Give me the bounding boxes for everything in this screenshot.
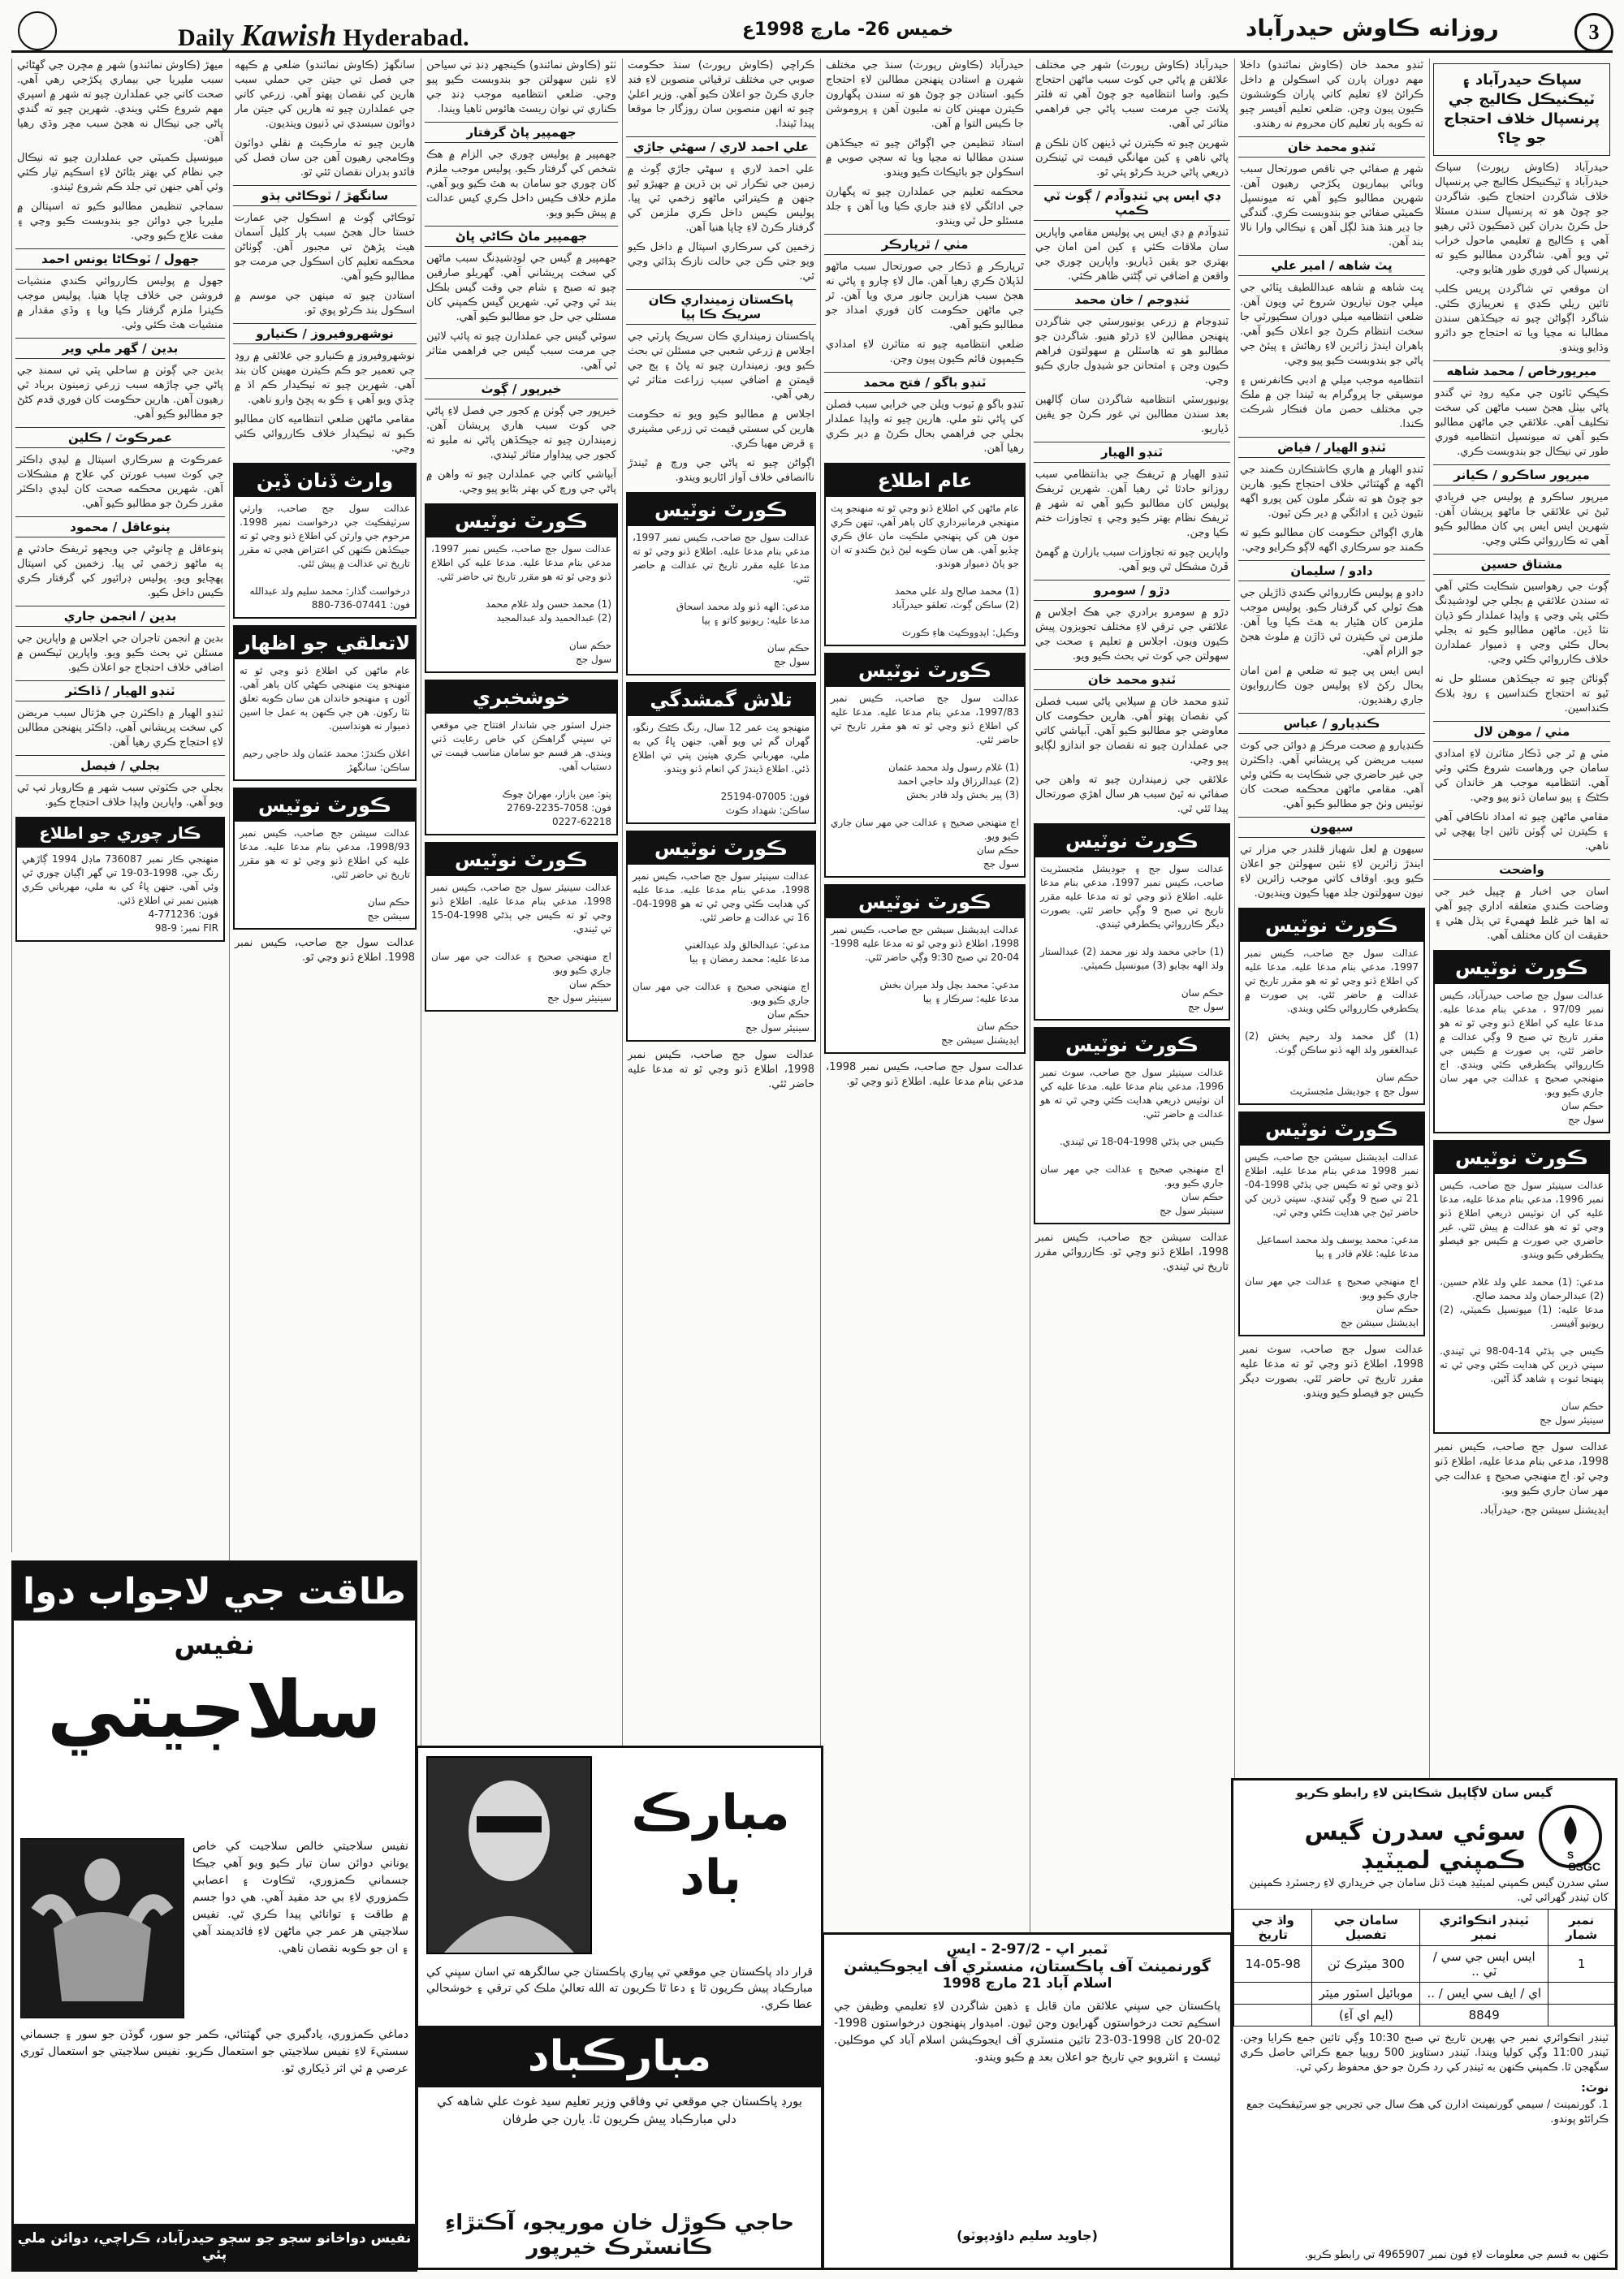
col5-court-notice-1: ڪورٽ نوٽيس عدالت سول جج صاحب، ڪيس نمبر 1997، مدعي بنام مدعا عليه. اطلاع ڏنو وڃي ٿو ته مدعا عليه مقرر تاريخ تي عدالت ۾ حاضر ٿئي. مدعي: الهه ڏنو ولد محمد اسحاق مدعا عليه: ريونيو کاتو ۽ ٻيا حڪم سان سول جج	[626, 492, 816, 675]
col3-court-notice-1: ڪورٽ نوٽيس عدالت سول جج ۽ جوڊيشل مئجسٽريٽ صاحب، ڪيس نمبر 1997، مدعي بنام مدعا عليه. اطلاع ڏنو وڃي ٿو ته مدعا عليه مقرر تاريخ تي صبح 9 وڳي حاضر ٿئي. بصورت ديگر ڪارروائي يڪطرفي ٿيندي. (1) حاجي محمد ولد نور محمد (2) عبدالستار ولد الهه بچايو (3) ميونسپل ڪميٽي. حڪم سان سول جج	[1034, 823, 1230, 1021]
col2-court-notice-2: ڪورٽ نوٽيس عدالت ايڊيشنل سيشن جج صاحب، ڪيس نمبر 1998 مدعي بنام مدعا عليه. اطلاع ڏنو وڃي ٿو ته ڪيس جي ٻڌڻي 1998-04-21 تي صبح 9 وڳي ٿيندي. سڀني ڌرين کي حاضر ٿيڻ جي هدايت ڪئي وڃي ٿي. مدعي: محمد يوسف ولد محمد اسماعيل مدعا عليه: غلام قادر ۽ ٻيا اڄ منهنجي صحيح ۽ عدالت جي مهر سان جاري ڪيو ويو. حڪم سان ايڊيشنل سيشن جج	[1238, 1111, 1425, 1336]
col2-heading-1: ٽنڊو محمد خان	[1238, 136, 1425, 158]
col1-heading-4: مٺي / موهن لال	[1433, 721, 1610, 742]
ministry-notice: ٽمبر اپ - 97/2-2 - ايس گورنمينٽ آف پاڪستان، منسٽري آف ايجوڪيشن اسلام آباد 21 مارچ 1998 پاڪستان جي سڀني علائقن مان قابل ۽ ذهين شاگردن لاءِ تعليمي وظيفن جي اسڪيم تحت درخواستون گهرايون وڃن ٿيون. اميدوار پنهنجون درخواستون 1998-02-20 کان 1998-03-23 تائين منسٽري آف ايجوڪيشن اسلام آباد کي موڪلين. ٽيسٽ ۽ انٽرويو جي تاريخ جو اعلان بعد ۾ ڪيو ويندو. (جاويد سليم داؤدپوٽو)	[822, 1932, 1233, 2270]
col3-court-notice-2: ڪورٽ نوٽيس عدالت سينيئر سول جج صاحب، سوٽ نمبر 1996، مدعي بنام مدعا عليه. مدعا عليه کي ان نوٽيس ذريعي هدايت ڪئي وڃي ٿي ته هو عدالت ۾ حاضر ٿئي. ڪيس جي ٻڌڻي 1998-04-18 تي ٿيندي. اڄ منهنجي صحيح ۽ عدالت جي مهر سان جاري ڪيو ويو. حڪم سان سينيئر سول جج	[1034, 1027, 1230, 1224]
notice-issuer: گورنمينٽ آف پاڪستان، منسٽري آف ايجوڪيشن	[844, 1957, 1211, 1975]
column-8: ميهڙ (ڪاوش نمائندو) شهر ۾ مڇرن جي گهڻائي سبب مليريا جي بيماري پکڙجي رهي آهي. صحت کاتي جي عملدارن چيو ته شهر ۾ اسپري مهم شروع ڪئي ويندي. شهرين چيو ته گندي پاڻي جي نيڪال نه هجڻ سبب مڇر وڌي رهيا آهن. ميونسپل ڪميٽي جي عملدارن چيو ته نيڪال جي نظام کي بهتر بڻائڻ لاءِ اسڪيم تيار ڪئي وئي آهي جنهن تي جلد ڪم شروع ٿيندو. سماجي تنظيمن مطالبو ڪيو ته اسپتالن ۾ مليريا جي دوائن جو بندوبست ڪيو وڃي ۽ مفت علاج ڪيو وڃي. جهول / ٽوڪاڻا يونس احمد جهول ۾ پوليس ڪارروائي ڪندي منشيات فروشن جي خلاف ڇاپا هنيا. پوليس موجب ڪيترا ملزم گرفتار ڪيا ويا ۽ وڏي مقدار ۾ منشيات هٿ ڪئي وئي. بدين / گهر ملي وير بدين جي ڳوٺن ۾ ساحلي پٽي تي سمنڊ جي پاڻي جي چاڙهه سبب زرعي زمينون برباد ٿي رهيون آهن. هارين حڪومت کان فوري قدم کڻڻ جو مطالبو ڪيو آهي. عمرڪوٽ / ڪلين عمرڪوٽ ۾ سرڪاري اسپتال ۾ ليڊي ڊاڪٽر جي کوٽ سبب عورتن کي علاج ۾ مشڪلات آهن. شهرين محڪمه صحت کان ليڊي ڊاڪٽر مقرر ڪرڻ جو مطالبو ڪيو آهي. پنوعاقل / محمود پنوعاقل ۾ ڇانوڻي جي ويجهو ٽريفڪ حادثي ۾ ٻه ماڻهو زخمي ٿي پيا. زخمين کي اسپتال پهچايو ويو. پوليس ڊرائيور کي گرفتار ڪري ڪيس داخل ڪيو. بدين / انجمن جاري بدين ۾ انجمن تاجران جي اجلاس ۾ واپارين جي مسئلن تي بحث ڪيو ويو. واپارين ٽيڪسن ۾ اضافي خلاف احتجاج جو اعلان ڪيو. ٽنڊو الهيار / ڏاڪٽر ٽنڊو الهيار ۾ ڊاڪٽرن جي هڙتال سبب مريضن کي سخت پريشاني آهي. ڊاڪٽر پنهنجن مطالبن لاءِ احتجاج ڪري رهيا آهن. بجلي / فيصل بجلي جي ڪٽوتي سبب شهر ۾ ڪاروبار ٺپ ٿي ويو آهي. واپارين واپڊا خلاف احتجاج ڪيو. ڪار چوري جو اطلاع منهنجي ڪار نمبر 736087 ماڊل 1994 ڳاڙهي رنگ جي، 1998-03-19 تي گهر اڳيان چوري ٿي وئي آهي. جنهن ڀاءُ کي به ملي، مهرباني ڪري هيٺين نمبر تي اطلاع ڏئي. فون: 771236-4 FIR نمبر: 9-98	[11, 58, 228, 1552]
tender-header-sno: نمبر شمار	[1548, 1910, 1615, 1946]
col2-heading-6: سيهون	[1238, 817, 1425, 838]
col3-heading-5: ٽنڊو محمد خان	[1034, 669, 1230, 690]
col8-heading-2: بدين / گهر ملي وير	[15, 338, 225, 359]
col6-court-notice-1: ڪورٽ نوٽيس عدالت سول جج صاحب، ڪيس نمبر 1997، مدعي بنام مدعا عليه. مدعا عليه کي اطلاع ڏنو وڃي ٿو ته هو مقرر تاريخ تي حاضر ٿئي. (1) محمد حسن ولد غلام محمد (2) عبدالحميد ولد عبدالمجيد حڪم سان سول جج	[425, 503, 618, 673]
court-notice-title: ڪورٽ نوٽيس	[1035, 1029, 1229, 1061]
col1-body-a: حيدرآباد (ڪاوش رپورٽ) سپاڪ حيدرآباد ۽ ٽيڪنيڪل ڪاليج جي پرنسپال خلاف شاگردن احتجاج ڪيو. شاگردن جو چوڻ هو ته پرنسپال سندن مسئلا حل ڪرڻ بدران کين ڌمڪيون ڏئي رهيو آهي ۽ ڪاليج ۾ تعليمي ماحول خراب ٿي ويو آهي. شاگردن مطالبو ڪيو ته پرنسپال کي فوري طور هٽايو وڃي. ان موقعي تي شاگردن پريس ڪلب تائين ريلي ڪڍي ۽ نعريبازي ڪئي. شاگرد اڳواڻن چيو ته جيڪڏهن سندن مطالبا نه مڃيا ويا ته احتجاج جو دائرو وڌايو ويندو.	[1435, 162, 1609, 354]
col1-heading-2: ميرپور ساڪرو / ڪيانر	[1433, 464, 1610, 486]
ssgc-headline: گيس سان لاڳاپيل شڪايتن لاءِ رابطو ڪريو	[1296, 1785, 1553, 1800]
title-suffix: Hyderabad.	[343, 24, 469, 51]
table-row: 1 ايس ايس جي سي / ٽي .. 300 ميٽرڪ ٽن 14-05-98	[1234, 1946, 1615, 1983]
column-1: سپاڪ حيدرآباد ۽ ٽيڪنيڪل ڪاليج جي پرنسپال خلاف احتجاج جو ڇا؟ حيدرآباد (ڪاوش رپورٽ) سپاڪ حيدرآباد ۽ ٽيڪنيڪل ڪاليج جي پرنسپال خلاف شاگردن احتجاج ڪيو. شاگردن جو چوڻ هو ته پرنسپال سندن مسئلا حل ڪرڻ بدران کين ڌمڪيون ڏئي رهيو آهي ۽ ڪاليج ۾ تعليمي ماحول خراب ٿي ويو آهي. شاگردن مطالبو ڪيو ته پرنسپال کي فوري طور هٽايو وڃي. ان موقعي تي شاگردن پريس ڪلب تائين ريلي ڪڍي ۽ نعريبازي ڪئي. شاگرد اڳواڻن چيو ته جيڪڏهن سندن مطالبا نه مڃيا ويا ته احتجاج جو دائرو وڌايو ويندو. ميرپورخاص / محمد شاهه ڪيڪي ٽائون جي مکيه روڊ تي گندو پاڻي بيٺل هجڻ سبب ماڻهن کي سخت تڪليف آهي. علائقي جي ماڻهن مطالبو ڪيو آهي ته ميونسپل انتظاميه فوري طور تي نيڪال جو بندوبست ڪري. ميرپور ساڪرو / ڪيانر ميرپور ساڪرو ۾ پوليس جي فريادي ٿيڻ تي علائقي جا ماڻهو پريشان آهن. شهرين ايس ايس پي کان مطالبو ڪيو آهي ته ڪارروائي ڪئي وڃي. مشتاق حسين ڳوٺ جي رهواسين شڪايت ڪئي آهي ته سندن علائقي ۾ بجلي جي لوڊشيڊنگ ڪئي پئي وڃي ۽ واپڊا عملدار ڪو ڌيان نٿا ڏين. ماڻهن مطالبو ڪيو ته بجلي بحال ڪئي وڃي ۽ ذميوار عملدارن خلاف ڪارروائي ڪئي وڃي. ڳوٺاڻن چيو ته جيڪڏهن مسئلو حل نه ٿيو ته احتجاج ڪنداسين ۽ روڊ بلاڪ ڪنداسين. مٺي / موهن لال مٺي ۾ ٿر جي ڏڪار متاثرن لاءِ امدادي سامان جي ورهاست شروع ڪئي وئي آهي. انتظاميه موجب هر خاندان کي ڪڻڪ ۽ ٻيو سامان ڏنو پيو وڃي. مقامي ماڻهن چيو ته امداد ناڪافي آهي ۽ ڪيترن ئي ڳوٺن تائين اڃا پهچي ئي ناهي. واضحت اسان جي اخبار ۾ ڇپيل خبر جي وضاحت ڪندي متعلقه اداري چيو آهي ته اها خبر غلط فهميءَ تي ٻڌل هئي ۽ حقيقت ان کان مختلف آهي. ڪورٽ نوٽيس عدالت سول جج صاحب حيدرآباد، ڪيس نمبر 97/09 ، مدعي بنام مدعا عليه. مدعا عليه کي اطلاع ڏنو وڃي ٿو ته هو مقرر تاريخ تي صبح 9 وڳي عدالت ۾ حاضر ٿئي، ٻي صورت ۾ ڪيس جي ڪارروائي يڪطرفي ڪئي ويندي. اڄ منهنجي صحيح ۽ عدالت جي مهر سان جاري ڪيو ويو. حڪم سان سول جج ڪورٽ نوٽيس عدالت سينيئر سول جج صاحب، ڪيس نمبر 1996، مدعي بنام مدعا عليه، مدعا عليه کي ان نوٽيس ذريعي اطلاع ڏنو وڃي ٿو ته هو عدالت ۾ پيش ٿئي. غير حاضري جي صورت ۾ ڪيس جو فيصلو يڪطرفي ڪيو ويندو. مدعي: (1) محمد علي ولد غلام حسين، (2) عبدالرحمان ولد محمد صالح. مدعا عليه: (1) ميونسپل ڪميٽي، (2) ريونيو آفيسر. ڪيس جي ٻڌڻي 14-04-98 تي ٿيندي. سڀني ڌرين کي هدايت ڪئي وڃي ٿي ته پنهنجا ثبوت ۽ شاهد گڏ آڻين. حڪم سان سينيئر سول جج عدالت سول جج صاحب، ڪيس نمبر 1998، مدعي بنام مدعا عليه، اطلاع ڏنو وڃي ٿو. اڄ منهنجي صحيح ۽ عدالت جي مهر سان جاري ڪيو ويو. ايڊيشنل سيشن جج، حيدرآباد.	[1429, 58, 1613, 2267]
col8-heading-7: بجلي / فيصل	[15, 755, 225, 776]
medicine-brand-name: سلاجيتي	[47, 1664, 382, 1755]
disowning-notice-title: لاتعلقي جو اظهار	[235, 627, 415, 659]
col3-heading-4: دڙو / سومرو	[1034, 580, 1230, 601]
col2-heading-2: ڀٽ شاهه / امير علي	[1238, 255, 1425, 276]
col2-heading-4: دادو / سليمان	[1238, 560, 1425, 581]
court-notice-title: ڪورٽ نوٽيس	[1035, 825, 1229, 857]
col2-heading-3: ٽنڊو الهيار / فياض	[1238, 437, 1425, 458]
col4-court-notice-1: ڪورٽ نوٽيس عدالت سول جج صاحب، ڪيس نمبر 1997/83، مدعي بنام مدعا عليه. مدعا عليه کي اطلاع ڏنو وڃي ٿو ته هو مقرر تاريخ تي حاضر ٿئي. (1) غلام رسول ولد محمد عثمان (2) عبدالرزاق ولد حاجي احمد (3) پير بخش ولد قادر بخش اڄ منهنجي صحيح ۽ عدالت جي مهر سان جاري ڪيو ويو. حڪم سان سول جج	[824, 653, 1026, 878]
col3-heading-1: ڊي ايس پي ٽنڊوآدم / ڳوٺ ٽي ڪمپ	[1034, 185, 1230, 221]
col8-heading-6: ٽنڊو الهيار / ڏاڪٽر	[15, 680, 225, 701]
ssgc-tender-ad: گيس سان لاڳاپيل شڪايتن لاءِ رابطو ڪريو S SSGC سوئي سدرن گيس ڪمپني لميٽيڊ سئي سدرن گيس ڪمپني لميٽيڊ هيٺ ڏنل سامان جي خريداري لاءِ رجسٽرڊ ڪمپنين کان ٽينڊر گهرائي ٿي. نمبر شمار ٽينڊر انڪوائري نمبر سامان جي تفصيل واڌ جي تاريخ 1 ايس ايس جي سي / ٽي .. 300 ميٽرڪ ٽن 14-05-98 اي / ايف سي ايس / .. موبائيل اسٽور ميٽر 8849 (ايم اي آءِ) ٽينڊر انڪوائري نمبر جي پهرين تاريخ تي صبح 10:30 وڳي تائين جمع ڪرايا وڃن. ٽينڊر 11:00 وڳي کوليا ويندا. ٽينڊر دستاويز 500 روپيا جمع ڪرائي حاصل ڪري سگهجن ٿا. ڪمپني ڪنهن به ٽينڊر کي رد ڪرڻ جو حق محفوظ رکي ٿي. نوٽ: 1. گورنمينٽ / سيمي گورنمينٽ ادارن کي هڪ سال جي تجربي جو سرٽيفڪيٽ جمع ڪرائڻو پوندو. ڪنهن به قسم جي معلومات لاءِ فون نمبر 4965907 تي رابطو ڪريو.	[1231, 1778, 1618, 2270]
ssgc-company-name: سوئي سدرن گيس ڪمپني لميٽيڊ	[1304, 1818, 1526, 1875]
public-notice-title: عام اطلاع	[826, 464, 1024, 497]
ssgc-contact: ڪنهن به قسم جي معلومات لاءِ فون نمبر 4965907 تي رابطو ڪريو.	[1304, 2249, 1609, 2261]
title-main: Kawish	[240, 19, 337, 53]
tender-header-ref: ٽينڊر انڪوائري نمبر	[1420, 1910, 1548, 1946]
col8-heading-4: پنوعاقل / محمود	[15, 516, 225, 537]
court-notice-title: ڪورٽ نوٽيس	[1240, 1113, 1423, 1146]
notice-date: اسلام آباد 21 مارچ 1998	[942, 1975, 1112, 1992]
notice-reference: ٽمبر اپ - 97/2-2 - ايس	[946, 1941, 1108, 1957]
car-theft-heading: ڪار چوري جو اطلاع	[17, 818, 223, 848]
col1-court-notice-2: ڪورٽ نوٽيس عدالت سينيئر سول جج صاحب، ڪيس نمبر 1996، مدعي بنام مدعا عليه، مدعا عليه کي ان نوٽيس ذريعي اطلاع ڏنو وڃي ٿو ته هو عدالت ۾ پيش ٿئي. غير حاضري جي صورت ۾ ڪيس جو فيصلو يڪطرفي ڪيو ويندو. مدعي: (1) محمد علي ولد غلام حسين، (2) عبدالرحمان ولد محمد صالح. مدعا عليه: (1) ميونسپل ڪميٽي، (2) ريونيو آفيسر. ڪيس جي ٻڌڻي 14-04-98 تي ٿيندي. سڀني ڌرين کي هدايت ڪئي وڃي ٿي ته پنهنجا ثبوت ۽ شاهد گڏ آڻين. حڪم سان سينيئر سول جج	[1433, 1140, 1610, 1434]
tender-header-date: واڌ جي تاريخ	[1234, 1910, 1312, 1946]
table-row: 8849 (ايم اي آءِ)	[1234, 2005, 1615, 2026]
col1-heading-3: مشتاق حسين	[1433, 554, 1610, 575]
col2-heading-5: ڪنڊيارو / عباس	[1238, 713, 1425, 734]
col6-heading-2: جهمپير ماڻ ڪاڻي ڀاڻ	[425, 226, 618, 247]
tender-header-desc: سامان جي تفصيل	[1312, 1910, 1420, 1946]
table-row: اي / ايف سي ايس / .. موبائيل اسٽور ميٽر	[1234, 1983, 1615, 2005]
issue-date: خميس 26- مارچ 1998ع	[742, 19, 954, 40]
col6-good-news: خوشخبري جنرل اسٽور جي شاندار افتتاح جي موقعي تي سڀني گراهڪن کي خاص رعايت ڏني ويندي. هر قسم جو سامان مناسب قيمت تي دستياب آهي. پتو: مين بازار، مهراڻ چوڪ فون: 7058-2235-2769 0227-62218	[425, 680, 618, 835]
column-4: حيدرآباد (ڪاوش رپورٽ) سنڌ جي مختلف شهرن ۾ استادن پنهنجن مطالبن لاءِ احتجاج ڪيو. استادن جو چوڻ هو ته سندن پگهارون ڪيترن مهينن کان نه مليون آهن ۽ پروموشن جا ڪيس التوا ۾ آهن. استاد تنظيمن جي اڳواڻن چيو ته جيڪڏهن سندن مطالبا نه مڃيا ويا ته سڄي صوبي ۾ اسڪولن جو بائيڪاٽ ڪيو ويندو. محڪمه تعليم جي عملدارن چيو ته پگهارن جي ادائگي لاءِ فنڊ جاري ڪيا ويا آهن ۽ جلد مسئلو حل ٿي ويندو. مٺي / ٿرپارڪر ٿرپارڪر ۾ ڏڪار جي صورتحال سبب ماڻهو لڏپلاڻ ڪري رهيا آهن. مال لاءِ چارو ۽ پاڻي نه هجڻ سبب هزارين جانور مري ويا آهن. ٿر جي ماڻهن حڪومت کان فوري امداد جو مطالبو ڪيو آهي. ضلعي انتظاميه چيو ته متاثرن لاءِ امدادي ڪيمپون قائم ڪيون پيون وڃن. ٽنڊو باگو / فتح محمد ٽنڊو باگو ۾ ٽيوب ويلن جي خرابي سبب فصلن کي پاڻي نٿو ملي. هارين چيو ته واپڊا عملدار بجلي جي فراهمي بحال ڪرڻ ۾ دير ڪري رهيا آهن. عام اطلاع عام ماڻهن کي اطلاع ڏنو وڃي ٿو ته منهنجو پٽ منهنجي فرمانبرداري کان ٻاهر آهي، تنهن ڪري مون هن کي پنهنجي ملڪيت مان عاق ڪري ڇڏيو آهي. هن سان ڪوبه ليڻ ڏيڻ ڪندو ته ان جو پاڻ ذميوار هوندو. (1) محمد صالح ولد علي محمد (2) ساڪن ڳوٺ، تعلقو حيدرآباد وڪيل: ايڊووڪيٽ هاءِ ڪورٽ ڪورٽ نوٽيس عدالت سول جج صاحب، ڪيس نمبر 1997/83، مدعي بنام مدعا عليه. مدعا عليه کي اطلاع ڏنو وڃي ٿو ته هو مقرر تاريخ تي حاضر ٿئي. (1) غلام رسول ولد محمد عثمان (2) عبدالرزاق ولد حاجي احمد (3) پير بخش ولد قادر بخش اڄ منهنجي صحيح ۽ عدالت جي مهر سان جاري ڪيو ويو. حڪم سان سول جج ڪورٽ نوٽيس عدالت ايڊيشنل سيشن جج صاحب، ڪيس نمبر 1998، اطلاع ڏنو وڃي ٿو ته مدعا عليه 1998-04-20 تي صبح 9:30 وڳي حاضر ٿئي. مدعي: محمد بچل ولد ميران بخش مدعا عليه: سرڪار ۽ ٻيا حڪم سان ايڊيشنل سيشن جج عدالت سول جج صاحب، ڪيس نمبر 1998، مدعي بنام مدعا عليه. اطلاع ڏنو وڃي ٿو.	[820, 58, 1029, 2267]
col6-heading-1: جهمپير پاڻ گرفتار	[425, 122, 618, 143]
heirs-notice-title: وارث ڏنان ڏين	[235, 464, 415, 497]
col5-heading-2: پاڪستان زمينداري ڪان سريڪ ڪا ٻيا	[626, 289, 816, 325]
good-news-title: خوشخبري	[426, 681, 616, 714]
medicine-footer: نفيس دواخانو سڄو جو سڄو حيدرآباد، ڪراچي، دوائن ملي پئي	[14, 2224, 415, 2269]
court-notice-title: ڪورٽ نوٽيس	[826, 886, 1024, 918]
ssgc-notes-heading: نوٽ:	[1581, 2082, 1609, 2095]
col4-public-notice: عام اطلاع عام ماڻهن کي اطلاع ڏنو وڃي ٿو ته منهنجو پٽ منهنجي فرمانبرداري کان ٻاهر آهي، تنهن ڪري مون هن کي پنهنجي ملڪيت مان عاق ڪري ڇڏيو آهي. هن سان ڪوبه ليڻ ڏيڻ ڪندو ته ان جو پاڻ ذميوار هوندو. (1) محمد صالح ولد علي محمد (2) ساڪن ڳوٺ، تعلقو حيدرآباد وڪيل: ايڊووڪيٽ هاءِ ڪورٽ	[824, 463, 1026, 646]
tender-table	[1233, 1909, 1615, 2026]
page-number: 3	[1574, 13, 1613, 52]
sindhi-title: روزانه ڪاوش حيدرآباد	[1246, 15, 1499, 41]
col7-disowning-notice: لاتعلقي جو اظهار عام ماڻهن کي اطلاع ڏنو وڃي ٿو ته منهنجو پٽ منهنجي ڪهڻي کان ٻاهر آهي. آئون ۽ منهنجو خاندان هن سان ڪوبه تعلق نٿا رکون. هن جي ڪنهن به عمل جا اسين ذميوار نه هونداسين. اعلان ڪندڙ: محمد عثمان ولد حاجي رحيم ساڪن: سانگهڙ	[233, 625, 417, 781]
notice-signatory: (جاويد سليم داؤدپوٽو)	[957, 2228, 1098, 2243]
masthead-ornament	[18, 11, 57, 50]
col5-heading-1: علي احمد لاري / سهڻي جاڙي	[626, 136, 816, 158]
col1-court-notice-1: ڪورٽ نوٽيس عدالت سول جج صاحب حيدرآباد، ڪيس نمبر 97/09 ، مدعي بنام مدعا عليه. مدعا عليه کي اطلاع ڏنو وڃي ٿو ته هو مقرر تاريخ تي صبح 9 وڳي عدالت ۾ حاضر ٿئي، ٻي صورت ۾ ڪيس جي ڪارروائي يڪطرفي ڪئي ويندي. اڄ منهنجي صحيح ۽ عدالت جي مهر سان جاري ڪيو ويو. حڪم سان سول جج	[1433, 950, 1610, 1133]
col5-court-notice-2: ڪورٽ نوٽيس عدالت سينيئر سول جج صاحب، ڪيس نمبر 1998، مدعي بنام مدعا عليه. مدعا عليه کي هدايت ڪئي وڃي ٿي ته هو 1998-04-16 تي عدالت ۾ حاضر ٿئي. مدعي: عبدالخالق ولد عبدالغني مدعا عليه: محمد رمضان ۽ ٻيا اڄ منهنجي صحيح ۽ عدالت جي مهر سان جاري ڪيو ويو. حڪم سان سينيئر سول جج	[626, 831, 816, 1042]
col6-court-notice-2: ڪورٽ نوٽيس عدالت سينيئر سول جج صاحب، ڪيس نمبر 1998، مدعي بنام مدعا عليه. اطلاع ڏنو وڃي ٿو ته ڪيس جي ٻڌڻي 1998-04-15 تي ٿيندي. اڄ منهنجي صحيح ۽ عدالت جي مهر سان جاري ڪيو ويو. حڪم سان سينيئر سول جج	[425, 842, 618, 1012]
court-notice-title: ڪورٽ نوٽيس	[1435, 952, 1609, 984]
court-notice-title: ڪورٽ نوٽيس	[826, 654, 1024, 687]
title-prefix: Daily	[178, 24, 235, 51]
col6-heading-3: خيرپور / ڳوٺ	[425, 378, 618, 399]
court-notice-title: ڪورٽ نوٽيس	[235, 789, 415, 822]
ssgc-logo-text: SSGC	[1568, 1860, 1600, 1873]
mubarak-title: مبارڪ باد	[631, 1785, 790, 1906]
col2-court-notice-1: ڪورٽ نوٽيس عدالت سول جج صاحب، ڪيس نمبر 1997، مدعي بنام مدعا عليه. مدعا عليه کي اطلاع ڏنو وڃي ٿو ته هو مقرر تاريخ تي عدالت ۾ حاضر ٿئي. ٻي صورت ۾ يڪطرفي ڪارروائي ڪئي ويندي. (1) گل محمد ولد رحيم بخش (2) عبدالغفور ولد الهه ڏنو ساڪن ڳوٺ. حڪم سان سول جج ۽ جوڊيشل مئجسٽريٽ	[1238, 908, 1425, 1105]
medicine-ad: طاقت جي لاجواب دوا نفيس سلاجيتي نفيس سلاجيتي خالص سلاجيت کي خاص يوناني دوائن سان تيار ڪيو ويو آهي جيڪا جسماني ڪمزوري، ٿڪاوٽ ۽ اعصابي ڪمزوري لاءِ بي حد مفيد آهي. هي دوا جسم ۾ طاقت ۽ توانائي پيدا ڪري ٿي. نفيس سلاجيتي هر عمر جي ماڻهن لاءِ فائديمند آهي ۽ ان جو ڪوبه نقصان ناهي. دماغي ڪمزوري، يادگيري جي گهٽتائي، ڪمر جو سور، گوڏن جو سور ۽ جسماني سستيءَ لاءِ نفيس سلاجيتي جو استعمال ڪريو. نفيس سلاجيتي جو استعمال ٿوري عرصي ۾ ئي اثر ڏيکاري ٿو. نفيس دواخانو سڄو جو سڄو حيدرآباد، ڪراچي، دوائن ملي پئي	[11, 1560, 417, 2272]
portrait-photo	[426, 1756, 592, 1954]
col8-heading-3: عمرڪوٽ / ڪلين	[15, 427, 225, 448]
col8-heading-1: جهول / ٽوڪاڻا يونس احمد	[15, 248, 225, 270]
col7-heirs-notice: وارث ڏنان ڏين عدالت سول جج صاحب، وارثي سرٽيفڪيٽ جي درخواست نمبر 1998. مرحوم جي وارثن کي اطلاع ڏنو وڃي ٿو ته جيڪڏهن ڪنهن کي اعتراض هجي ته مقرر تاريخ تي عدالت ۾ پيش ٿئي. درخواست گذار: محمد سليم ولد عبدالله فون: 07441-736-880	[233, 463, 417, 619]
col7-heading-2: نوشهروفيروز / ڪنيارو	[233, 323, 417, 344]
masthead	[11, 8, 1613, 53]
column-5: ڪراچي (ڪاوش رپورٽ) سنڌ حڪومت صوبي جي مختلف ترقياتي منصوبن لاءِ فنڊ جاري ڪرڻ جو اعلان ڪيو آهي. وزير اعليٰ چيو ته انهن منصوبن سان روزگار جا موقعا پيدا ٿيندا. علي احمد لاري / سهڻي جاڙي علي احمد لاري ۽ سهڻي جاڙي ڳوٺ ۾ زمين جي تڪرار تي ٻن ڌرين ۾ جهيڙو ٿيو جنهن ۾ ڪيترائي ماڻهو زخمي ٿي پيا. پوليس ڪيس داخل ڪري ملزمن کي گرفتار ڪرڻ لاءِ ڇاپا هنيا آهن. زخمين کي سرڪاري اسپتال ۾ داخل ڪيو ويو جتي ڪن جي حالت نازڪ ٻڌائي وڃي ٿي. پاڪستان زمينداري ڪان سريڪ ڪا ٻيا پاڪستان زمينداري ڪان سريڪ پارٽي جي اجلاس ۾ زرعي شعبي جي مسئلن تي بحث ڪيو ويو. زميندارن چيو ته ڀاڻ ۽ ٻج جي قيمتن ۾ اضافي سبب زراعت متاثر ٿي رهي آهي. اجلاس ۾ مطالبو ڪيو ويو ته حڪومت هارين کي سستي قيمت تي زرعي مشينري ۽ قرض مهيا ڪري. اڳواڻن چيو ته پاڻي جي ورڇ ۾ ٿيندڙ ناانصافي خلاف آواز اٿاريو ويندو. ڪورٽ نوٽيس عدالت سول جج صاحب، ڪيس نمبر 1997، مدعي بنام مدعا عليه. اطلاع ڏنو وڃي ٿو ته مدعا عليه مقرر تاريخ تي عدالت ۾ حاضر ٿئي. مدعي: الهه ڏنو ولد محمد اسحاق مدعا عليه: ريونيو کاتو ۽ ٻيا حڪم سان سول جج تلاش گمشدگي منهنجو پٽ عمر 12 سال، رنگ ڪڻڪ رنگو، گهران گم ٿي ويو آهي. جنهن ڀاءُ کي به ملي، مهرباني ڪري هيٺين پتي تي اطلاع ڏئي. اطلاع ڏيندڙ کي انعام ڏنو ويندو. فون: 07005-25194 ساڪن: شهداد ڪوٽ ڪورٽ نوٽيس عدالت سينيئر سول جج صاحب، ڪيس نمبر 1998، مدعي بنام مدعا عليه. مدعا عليه کي هدايت ڪئي وڃي ٿي ته هو 1998-04-16 تي عدالت ۾ حاضر ٿئي. مدعي: عبدالخالق ولد عبدالغني مدعا عليه: محمد رمضان ۽ ٻيا اڄ منهنجي صحيح ۽ عدالت جي مهر سان جاري ڪيو ويو. حڪم سان سينيئر سول جج عدالت سول جج صاحب، ڪيس نمبر 1998، اطلاع ڏنو وڃي ٿو ته مدعا عليه حاضر ٿئي.	[622, 58, 819, 2267]
lead-headline: سپاڪ حيدرآباد ۽ ٽيڪنيڪل ڪاليج جي پرنسپال خلاف احتجاج جو ڇا؟	[1433, 63, 1610, 156]
col7-court-notice: ڪورٽ نوٽيس عدالت سيشن جج صاحب، ڪيس نمبر 1998/93، مدعي بنام مدعا عليه. مدعا عليه کي اطلاع ڏنو وڃي ٿو ته هو مقرر تاريخ تي حاضر ٿئي. حڪم سان سيشن جج	[233, 788, 417, 930]
col4-court-notice-2: ڪورٽ نوٽيس عدالت ايڊيشنل سيشن جج صاحب، ڪيس نمبر 1998، اطلاع ڏنو وڃي ٿو ته مدعا عليه 1998-04-20 تي صبح 9:30 وڳي حاضر ٿئي. مدعي: محمد بچل ولد ميران بخش مدعا عليه: سرڪار ۽ ٻيا حڪم سان ايڊيشنل سيشن جج	[824, 884, 1026, 1054]
col1-heading-5: واضحت	[1433, 859, 1610, 880]
medicine-tagline: طاقت جي لاجواب دوا	[14, 1563, 415, 1621]
col3-heading-2: ٽنڊوجم / خان محمد	[1034, 289, 1230, 310]
newspaper-title	[178, 18, 469, 54]
court-notice-title: ڪورٽ نوٽيس	[426, 505, 616, 537]
bodybuilder-image	[20, 1838, 184, 2018]
col1-heading-1: ميرپورخاص / محمد شاهه	[1433, 360, 1610, 382]
column-3: حيدرآباد (ڪاوش رپورٽ) شهر جي مختلف علائقن ۾ پاڻي جي کوٽ سبب ماڻهن احتجاج ڪيو. واسا انتظاميه جو چوڻ آهي ته فلٽر پلانٽ جي مرمت سبب پاڻي جي فراهمي متاثر ٿي آهي. شهرين چيو ته ڪيترن ئي ڏينهن کان نلڪن ۾ پاڻي ناهي ۽ کين مهانگي قيمت تي ٽينڪرن ذريعي پاڻي خريد ڪرڻو پئي ٿو. ڊي ايس پي ٽنڊوآدم / ڳوٺ ٽي ڪمپ ٽنڊوآدم ۾ ڊي ايس پي پوليس مقامي واپارين سان ملاقات ڪئي ۽ کين امن امان جي بهتري جو يقين ڏياريو. واپارين چوري جي واقعن ۾ اضافي تي ڳڻتي ظاهر ڪئي. ٽنڊوجم / خان محمد ٽنڊوجام ۾ زرعي يونيورسٽي جي شاگردن پنهنجن مطالبن لاءِ ڌرڻو هنيو. شاگردن جو مطالبو هو ته هاسٽلن ۾ سهولتون فراهم ڪيون وڃن ۽ امتحانن جو شيڊول جاري ڪيو وڃي. يونيورسٽي انتظاميه شاگردن سان ڳالهين بعد سندن مطالبن تي غور ڪرڻ جو يقين ڏياريو. ٽنڊو الهيار ٽنڊو الهيار ۾ ٽريفڪ جي بدانتظامي سبب روزانو حادثا ٿي رهيا آهن. شهرين ٽريفڪ پوليس کان مطالبو ڪيو آهي ته شهر ۾ ٽريفڪ نظام بهتر ڪيو وڃي ۽ تجاوزات ختم ڪيا وڃن. واپارين چيو ته تجاوزات سبب بازارن ۾ گهمڻ ڦرڻ مشڪل ٿي ويو آهي. دڙو / سومرو دڙو ۾ سومرو برادري جي هڪ اجلاس ۾ علائقي جي ترقي لاءِ مختلف تجويزون پيش ڪيون ويون. اجلاس ۾ تعليم ۽ صحت جي سهولتن جي کوٽ تي بحث ڪيو ويو. ٽنڊو محمد خان ٽنڊو محمد خان ۾ سيلابي پاڻي سبب فصلن کي نقصان پهتو آهي. هارين حڪومت کان معاوضي جو مطالبو ڪيو آهي. آبپاشي کاتي جي عملدارن چيو ته نقصان جو اندازو لڳايو پيو وڃي. علائقي جي زميندارن چيو ته واهن جي صفائي نه ٿيڻ سبب هر سال اهڙي صورتحال پيدا ٿئي ٿي. ڪورٽ نوٽيس عدالت سول جج ۽ جوڊيشل مئجسٽريٽ صاحب، ڪيس نمبر 1997، مدعي بنام مدعا عليه. اطلاع ڏنو وڃي ٿو ته مدعا عليه مقرر تاريخ تي صبح 9 وڳي حاضر ٿئي. بصورت ديگر ڪارروائي يڪطرفي ٿيندي. (1) حاجي محمد ولد نور محمد (2) عبدالستار ولد الهه بچايو (3) ميونسپل ڪميٽي. حڪم سان سول جج ڪورٽ نوٽيس عدالت سينيئر سول جج صاحب، سوٽ نمبر 1996، مدعي بنام مدعا عليه. مدعا عليه کي ان نوٽيس ذريعي هدايت ڪئي وڃي ٿي ته هو عدالت ۾ حاضر ٿئي. ڪيس جي ٻڌڻي 1998-04-18 تي ٿيندي. اڄ منهنجي صحيح ۽ عدالت جي مهر سان جاري ڪيو ويو. حڪم سان سينيئر سول جج عدالت سيشن جج صاحب، ڪيس نمبر 1998، اطلاع ڏنو وڃي ٿو. ڪارروائي مقرر تاريخ تي ٿيندي.	[1030, 58, 1233, 2267]
col5-missing-notice: تلاش گمشدگي منهنجو پٽ عمر 12 سال، رنگ ڪڻڪ رنگو، گهران گم ٿي ويو آهي. جنهن ڀاءُ کي به ملي، مهرباني ڪري هيٺين پتي تي اطلاع ڏئي. اطلاع ڏيندڙ کي انعام ڏنو ويندو. فون: 07005-25194 ساڪن: شهداد ڪوٽ	[626, 682, 816, 824]
column-6: ٺٽو (ڪاوش نمائندو) ڪينجهر ڍنڍ تي سياحن لاءِ نئين سهولتن جو بندوبست ڪيو پيو وڃي. ضلعي انتظاميه موجب ڍنڍ جي ڪناري تي نوان ريسٽ هائوس ٺاهيا ويندا. جهمپير پاڻ گرفتار جهمپير ۾ پوليس چوري جي الزام ۾ هڪ شخص کي گرفتار ڪيو. پوليس موجب ملزم کان چوري جو سامان به هٿ ڪيو ويو آهي. ملزم خلاف ڪيس داخل ڪري کيس عدالت ۾ پيش ڪيو ويو. جهمپير ماڻ ڪاڻي ڀاڻ جهمپير ۾ گيس جي لوڊشيڊنگ سبب ماڻهن کي سخت پريشاني آهي. گهريلو صارفين چيو ته صبح ۽ شام جي وقت گيس بلڪل بند ٿي وڃي ٿي. شهرين گيس ڪمپني کان مسئلي جي حل جو مطالبو ڪيو آهي. سوئي گيس جي عملدارن چيو ته پائپ لائين جي مرمت سبب گيس جي فراهمي متاثر ٿي آهي. خيرپور / ڳوٺ خيرپور جي ڳوٺن ۾ کجور جي فصل لاءِ پاڻي جي کوٽ سبب هاري پريشان آهن. زميندارن چيو ته جيڪڏهن پاڻي نه مليو ته کجور جي پيداوار متاثر ٿيندي. آبپاشي کاتي جي عملدارن چيو ته واهن ۾ پاڻي جي ورڇ کي بهتر بڻايو پيو وڃي. ڪورٽ نوٽيس عدالت سول جج صاحب، ڪيس نمبر 1997، مدعي بنام مدعا عليه. مدعا عليه کي اطلاع ڏنو وڃي ٿو ته هو مقرر تاريخ تي حاضر ٿئي. (1) محمد حسن ولد غلام محمد (2) عبدالحميد ولد عبدالمجيد حڪم سان سول جج خوشخبري جنرل اسٽور جي شاندار افتتاح جي موقعي تي سڀني گراهڪن کي خاص رعايت ڏني ويندي. هر قسم جو سامان مناسب قيمت تي دستياب آهي. پتو: مين بازار، مهراڻ چوڪ فون: 7058-2235-2769 0227-62218 ڪورٽ نوٽيس عدالت سينيئر سول جج صاحب، ڪيس نمبر 1998، مدعي بنام مدعا عليه. اطلاع ڏنو وڃي ٿو ته ڪيس جي ٻڌڻي 1998-04-15 تي ٿيندي. اڄ منهنجي صحيح ۽ عدالت جي مهر سان جاري ڪيو ويو. حڪم سان سينيئر سول جج	[421, 58, 621, 2267]
column-7: سانگهڙ (ڪاوش نمائندو) ضلعي ۾ ڪپهه جي فصل تي جيتن جي حملي سبب هارين کي نقصان پهتو آهي. زرعي کاتي جي عملدارن چيو ته هارين کي جيتن مار دوائون سبسڊي تي ڏنيون وينديون. هارين چيو ته مارڪيٽ ۾ نقلي دوائون وڪامجي رهيون آهن جن سان فصل کي فائدو بدران نقصان ٿئي ٿو. سانگهڙ / ٽوڪاڻي ٻڌو ٽوڪاڻي ڳوٺ ۾ اسڪول جي عمارت خستا حال هجڻ سبب ٻار کليل آسمان هيٺ پڙهڻ تي مجبور آهن. ڳوٺاڻن محڪمه تعليم کان اسڪول جي مرمت جو مطالبو ڪيو آهي. استادن چيو ته مينهن جي موسم ۾ اسڪول بند ڪرڻو پوي ٿو. نوشهروفيروز / ڪنيارو نوشهروفيروز ۾ ڪنيارو جي علائقي ۾ روڊ جي تعمير جو ڪم ڪيترن مهينن کان بند آهي. شهرين چيو ته ٺيڪيدار ڪم اڌ ۾ ڇڏي ويو آهي ۽ ڪو به پڇڻ وارو ناهي. مقامي ماڻهن ضلعي انتظاميه کان مطالبو ڪيو ته ٺيڪيدار خلاف ڪارروائي ڪئي وڃي. وارث ڏنان ڏين عدالت سول جج صاحب، وارثي سرٽيفڪيٽ جي درخواست نمبر 1998. مرحوم جي وارثن کي اطلاع ڏنو وڃي ٿو ته جيڪڏهن ڪنهن کي اعتراض هجي ته مقرر تاريخ تي عدالت ۾ پيش ٿئي. درخواست گذار: محمد سليم ولد عبدالله فون: 07441-736-880 لاتعلقي جو اظهار عام ماڻهن کي اطلاع ڏنو وڃي ٿو ته منهنجو پٽ منهنجي ڪهڻي کان ٻاهر آهي. آئون ۽ منهنجو خاندان هن سان ڪوبه تعلق نٿا رکون. هن جي ڪنهن به عمل جا اسين ذميوار نه هونداسين. اعلان ڪندڙ: محمد عثمان ولد حاجي رحيم ساڪن: سانگهڙ ڪورٽ نوٽيس عدالت سيشن جج صاحب، ڪيس نمبر 1998/93، مدعي بنام مدعا عليه. مدعا عليه کي اطلاع ڏنو وڃي ٿو ته هو مقرر تاريخ تي حاضر ٿئي. حڪم سان سيشن جج عدالت سول جج صاحب، ڪيس نمبر 1998. اطلاع ڏنو وڃي ٿو.	[229, 58, 420, 2267]
col7-heading-1: سانگهڙ / ٽوڪاڻي ٻڌو	[233, 185, 417, 206]
court-notice-title: ڪورٽ نوٽيس	[628, 832, 814, 865]
col8-car-theft-notice: ڪار چوري جو اطلاع منهنجي ڪار نمبر 736087 ماڊل 1994 ڳاڙهي رنگ جي، 1998-03-19 تي گهر اڳيان چوري ٿي وئي آهي. جنهن ڀاءُ کي به ملي، مهرباني ڪري هيٺين نمبر تي اطلاع ڏئي. فون: 771236-4 FIR نمبر: 9-98	[15, 817, 225, 942]
court-notice-title: ڪورٽ نوٽيس	[1435, 1142, 1609, 1174]
congratulations-ad: مبارڪ باد قرار داد پاڪستان جي موقعي تي پياري پاڪستان جي سالگرهه تي اسان سڀني کي مبارڪباد پيش ڪريون ٿا ۽ دعا ٿا ڪريون ته الله تعاليٰ ملڪ کي ترقي ۽ خوشحالي عطا ڪري. مبارڪباد بورڊ پاڪستان جي موقعي تي وفاقي وزير تعليم سيد غوث علي شاهه کي دلي مبارڪباد پيش ڪريون ٿا. يارن جي طرفان حاجي ڪوڙل خان موريجو، آڪتڙاءِ ڪانسٽرڪ خيرپور	[416, 1746, 823, 2270]
column-2: ٽنڊو محمد خان (ڪاوش نمائندو) داخلا مهم دوران ٻارن کي اسڪولن ۾ داخل ڪرائڻ لاءِ تعليم کاتي پاران ڪوششون ڪيون پيون وڃن. ضلعي تعليم آفيسر چيو ته ڪوبه ٻار تعليم کان محروم نه رهندو. ٽنڊو محمد خان شهر ۾ صفائي جي ناقص صورتحال سبب وبائي بيماريون پکڙجي رهيون آهن. شهرين مطالبو ڪيو آهي ته ميونسپل ڪميٽي صفائي جو بندوبست ڪري. گندگي جا ڍير هنڌ هنڌ لڳل آهن ۽ نيڪالي وارا نالا بند آهن. ڀٽ شاهه / امير علي ڀٽ شاهه ۾ شاهه عبداللطيف ڀٽائي جي ميلي جون تياريون شروع ٿي ويون آهن. ضلعي انتظاميه ميلي دوران سڪيورٽي جا سخت انتظام ڪرڻ جو اعلان ڪيو آهي. ٻاهران ايندڙ زائرين لاءِ رهائش ۽ پيئڻ جي پاڻي جو بندوبست ڪيو پيو وڃي. انتظاميه موجب ميلي ۾ ادبي ڪانفرنس ۽ موسيقي جا پروگرام به ٿيندا جن ۾ ملڪ جي مختلف حصن مان فنڪار شرڪت ڪندا. ٽنڊو الهيار / فياض ٽنڊو الهيار ۾ هاري ڪاشتڪارن ڪمند جي اگهه ۾ گهٽتائي خلاف احتجاج ڪيو. هارين جو چوڻ هو ته شگر ملون کين پورو اگهه نٿيون ڏين ۽ ادائگي ۾ دير ڪن ٿيون. هاري اڳواڻن حڪومت کان مطالبو ڪيو ته ڪمند جو سرڪاري اگهه لاڳو ڪرايو وڃي. دادو / سليمان دادو ۾ پوليس ڪارروائي ڪندي ڌاڙيلن جي هڪ ٽولي کي گرفتار ڪيو. پوليس موجب ملزمن کان هٿيار به هٿ ڪيا ويا آهن. ملزمن تي ڪيترن ئي ڌاڙن ۾ ملوث هجڻ جو الزام آهي. ايس ايس پي چيو ته ضلعي ۾ امن امان بحال رکڻ لاءِ پوليس جون ڪارروايون جاري رهنديون. ڪنڊيارو / عباس ڪنڊيارو ۾ صحت مرڪز ۾ دوائن جي کوٽ سبب مريضن کي پريشاني آهي. ڊاڪٽرن جي غير حاضري جي شڪايت به ڪئي وئي آهي. مقامي ماڻهن محڪمه صحت کان نوٽيس وٺڻ جو مطالبو ڪيو آهي. سيهون سيهون ۾ لعل شهباز قلندر جي مزار تي ايندڙ زائرين لاءِ نئين سهولتن جو اعلان ڪيو ويو. اوقاف کاتي موجب زائرين لاءِ نيون سهولتون جلد مهيا ڪيون وينديون. ڪورٽ نوٽيس عدالت سول جج صاحب، ڪيس نمبر 1997، مدعي بنام مدعا عليه. مدعا عليه کي اطلاع ڏنو وڃي ٿو ته هو مقرر تاريخ تي عدالت ۾ حاضر ٿئي. ٻي صورت ۾ يڪطرفي ڪارروائي ڪئي ويندي. (1) گل محمد ولد رحيم بخش (2) عبدالغفور ولد الهه ڏنو ساڪن ڳوٺ. حڪم سان سول جج ۽ جوڊيشل مئجسٽريٽ ڪورٽ نوٽيس عدالت ايڊيشنل سيشن جج صاحب، ڪيس نمبر 1998 مدعي بنام مدعا عليه. اطلاع ڏنو وڃي ٿو ته ڪيس جي ٻڌڻي 1998-04-21 تي صبح 9 وڳي ٿيندي. سڀني ڌرين کي حاضر ٿيڻ جي هدايت ڪئي وڃي ٿي. مدعي: محمد يوسف ولد محمد اسماعيل مدعا عليه: غلام قادر ۽ ٻيا اڄ منهنجي صحيح ۽ عدالت جي مهر سان جاري ڪيو ويو. حڪم سان ايڊيشنل سيشن جج عدالت سول جج صاحب، سوٽ نمبر 1998، اطلاع ڏنو وڃي ٿو ته مدعا عليه مقرر تاريخ تي حاضر ٿئي. بصورت ديگر ڪيس جو فيصلو ڪيو ويندو.	[1234, 58, 1428, 2267]
mubarak-banner: مبارڪباد	[418, 2026, 821, 2087]
missing-notice-title: تلاش گمشدگي	[628, 684, 814, 716]
mubarak-sponsor: حاجي ڪوڙل خان موريجو، آڪتڙاءِ ڪانسٽرڪ خيرپور	[444, 2211, 795, 2260]
medicine-brand-small: نفيس	[174, 1629, 255, 1661]
ssgc-logo	[1539, 1805, 1602, 1868]
court-notice-title: ڪورٽ نوٽيس	[1240, 909, 1423, 942]
court-notice-title: ڪورٽ نوٽيس	[628, 494, 814, 526]
svg-text:S: S	[1566, 1850, 1574, 1861]
col3-heading-3: ٽنڊو الهيار	[1034, 442, 1230, 463]
col8-heading-5: بدين / انجمن جاري	[15, 606, 225, 627]
